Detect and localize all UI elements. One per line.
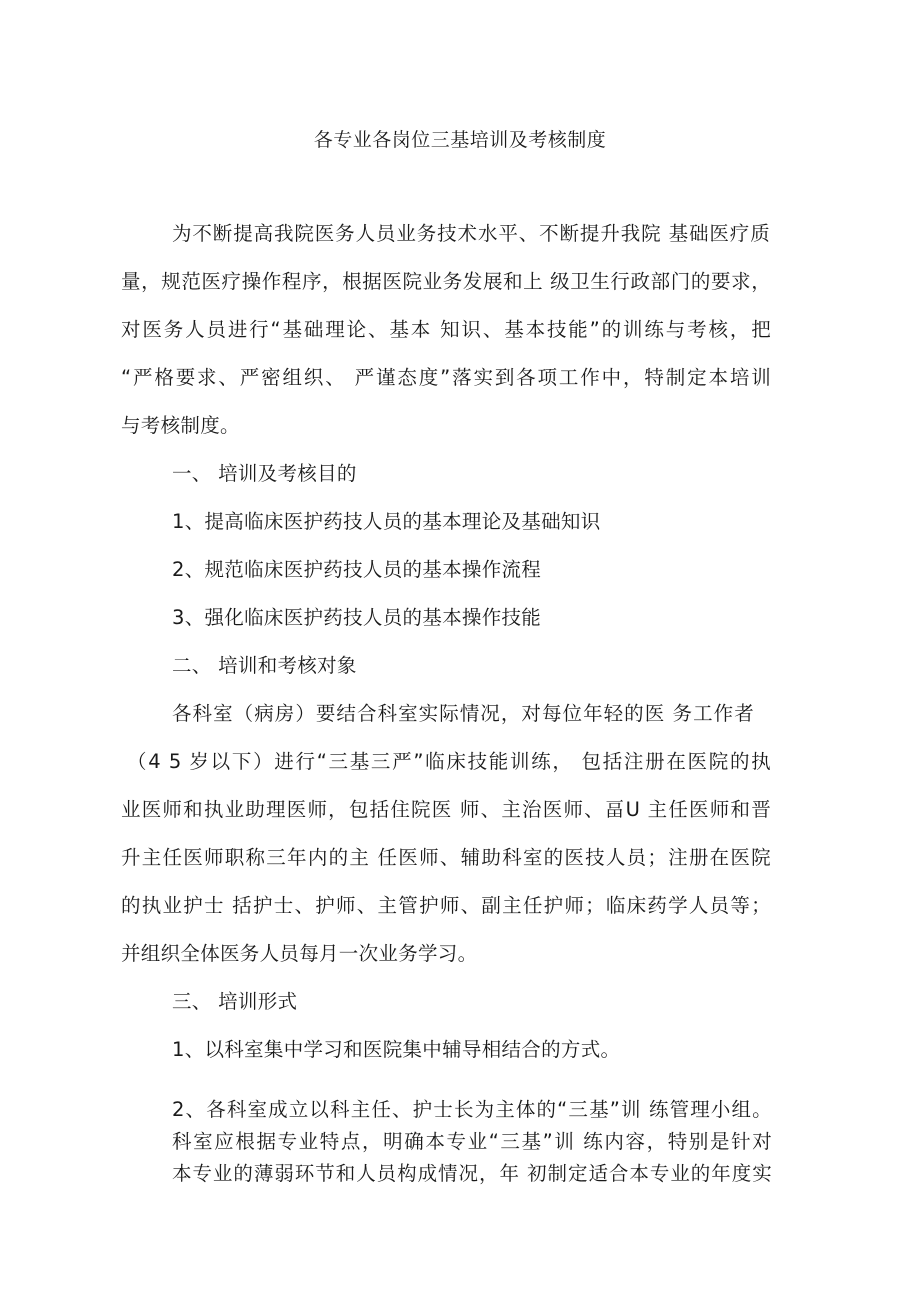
- section2-heading: 二、 培训和考核对象: [172, 654, 357, 677]
- section1-item-3: 3、强化临床医护药技人员的基本操作技能: [172, 606, 542, 629]
- section3-item-2-cont-2: 本专业的薄弱环节和人员构成情况，年 初制定适合本专业的年度实: [172, 1162, 772, 1185]
- intro-line-4: “严格要求、严密组织、 严谨态度”落实到各项工作中，特制定本培训: [121, 366, 771, 389]
- section3-item-2-cont-1: 科室应根据专业特点，明确本专业“三基”训 练内容，特别是针对: [172, 1130, 772, 1153]
- section3-item-2: 2、各科室成立以科主任、护士长为主体的“三基”训 练管理小组。: [172, 1098, 772, 1121]
- intro-line-3: 对医务人员进行“基础理论、基本 知识、基本技能”的训练与考核，把: [121, 318, 771, 341]
- section1-item-1: 1、提高临床医护药技人员的基本理论及基础知识: [172, 510, 601, 533]
- section2-line-6: 并组织全体医务人员每月一次业务学习。: [121, 942, 478, 965]
- intro-line-1: 为不断提高我院医务人员业务技术水平、不断提升我院 基础医疗质: [172, 222, 770, 245]
- section2-line-2: （4 5 岁以下）进行“三基三严”临床技能训练， 包括注册在医院的执: [127, 750, 771, 773]
- intro-line-5: 与考核制度。: [121, 414, 240, 437]
- document-title: 各专业各岗位三基培训及考核制度: [313, 129, 607, 151]
- section1-heading: 一、 培训及考核目的: [172, 462, 357, 485]
- section3-item-1: 1、以科室集中学习和医院集中辅导相结合的方式。: [172, 1038, 621, 1061]
- section2-line-3: 业医师和执业助理医师，包括住院医 师、主治医师、畐U 主任医师和晋: [121, 798, 771, 821]
- intro-line-2: 量，规范医疗操作程序，根据医院业务发展和上 级卫生行政部门的要求，: [121, 270, 771, 293]
- section2-line-4: 升主任医师职称三年内的主 任医师、辅助科室的医技人员；注册在医院: [121, 846, 771, 869]
- section2-line-5: 的执业护士 括护士、护师、主管护师、副主任护师；临床药学人员等；: [121, 894, 771, 917]
- section3-heading: 三、 培训形式: [172, 990, 298, 1013]
- section2-line-1: 各科室（病房）要结合科室实际情况，对每位年轻的医 务工作者: [172, 702, 754, 725]
- section1-item-2: 2、规范临床医护药技人员的基本操作流程: [172, 558, 542, 581]
